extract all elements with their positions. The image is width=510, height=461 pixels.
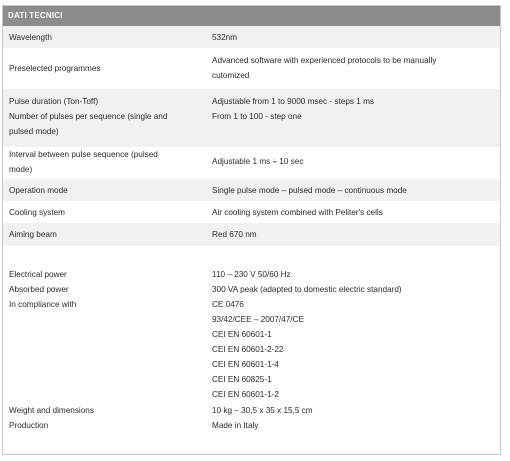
row-label: Operation mode (9, 186, 68, 195)
table-row (3, 26, 500, 48)
row-value: Advanced software with experienced protocols to be manually cutomized (212, 56, 437, 80)
row-value: Adjustable from 1 to 9000 msec - steps 1 ms From 1 to 100 - step one (212, 97, 375, 121)
row-label: Electrical power Absorbed power In compliance with (9, 270, 77, 309)
table-row (3, 147, 500, 179)
row-value: 532nm (212, 33, 238, 42)
row-value: 110 – 230 V 50/60 Hz 300 VA peak (adapted to domestic electric standard) CE 0476 93/42/CEE – 2007/47/CE CEI EN 60601-1 CEI EN 60601-2-22 CEI EN 60601-1-4 CEI EN 60825-1 CEI EN 60601-1-2 (212, 270, 402, 399)
row-value: Air cooling system combined with Peliter's cells (212, 208, 383, 217)
row-value: Adjustable 1 ms ÷ 10 sec (212, 157, 304, 166)
row-label: Aiming beam (9, 230, 57, 239)
row-label: Weight and dimensions Production (9, 406, 94, 430)
table-row (3, 223, 500, 246)
row-value: Red 670 nm (212, 230, 257, 239)
table-row (3, 246, 500, 403)
table-row (3, 201, 500, 223)
row-label: Cooling system (9, 208, 65, 217)
row-label: Interval between pulse sequence (pulsed mode) (9, 150, 158, 174)
table-row (3, 89, 500, 147)
technical-data-table (2, 5, 501, 455)
table-row (3, 48, 500, 89)
row-label: Pulse duration (Ton-Toff) Number of pulses per sequence (single and pulsed mode) (9, 97, 168, 136)
row-label: Preselected programmes (9, 64, 101, 73)
table-row (3, 179, 500, 201)
table-title: DATI TECNICI (3, 6, 500, 26)
row-label: Wavelength (9, 33, 52, 42)
row-value: 10 kg – 30,5 x 35 x 15,5 cm Made in Italy (212, 406, 313, 430)
row-value: Single pulse mode – pulsed mode – continuous mode (212, 186, 407, 195)
table-row (3, 403, 500, 443)
